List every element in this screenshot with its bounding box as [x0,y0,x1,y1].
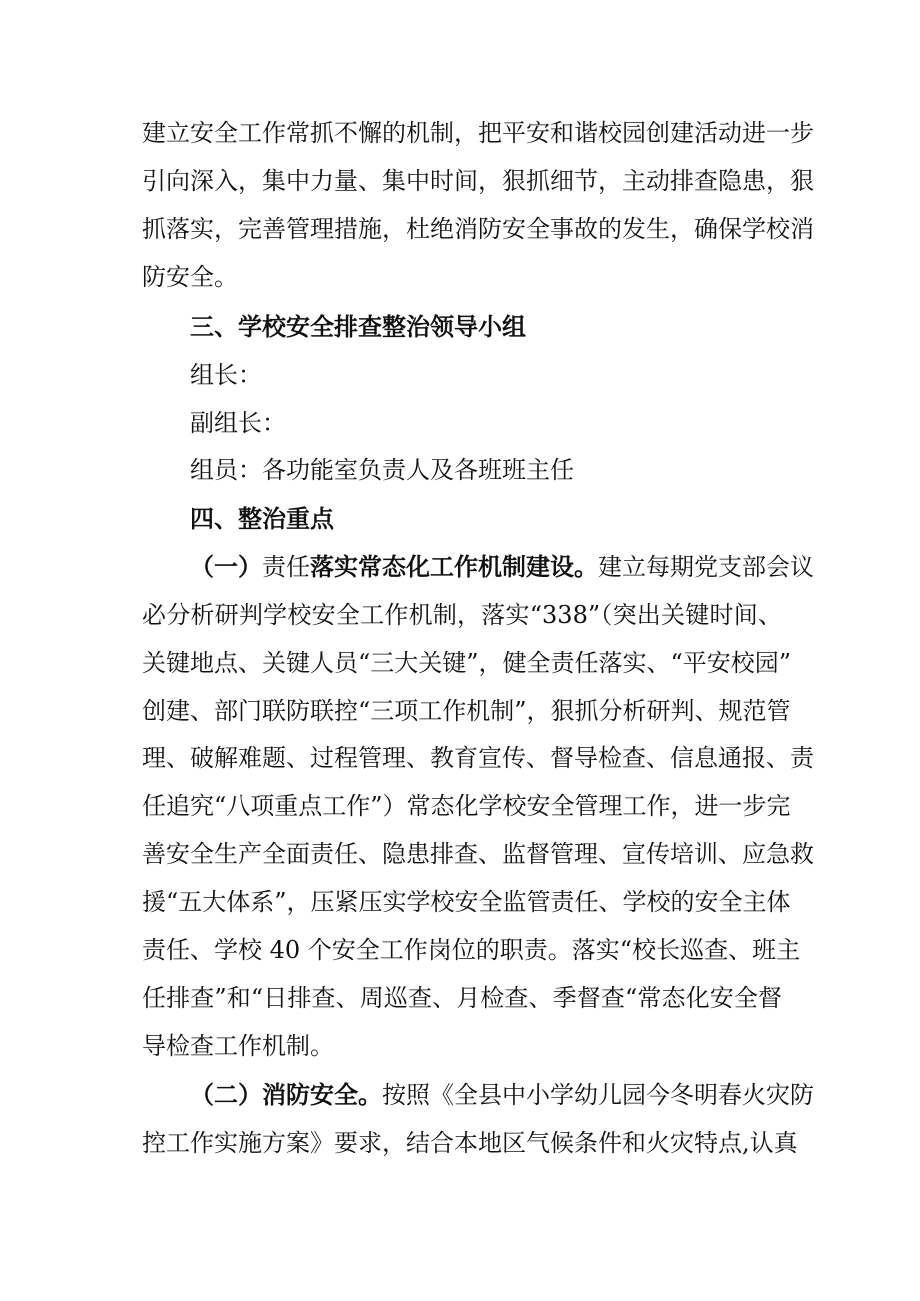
paragraph-line: 创建、部门联防联控“三项工作机制”，狠抓分析研判、规范管 [142,697,791,725]
item-1-prefix: （一） [190,552,262,581]
item-2-first-line-rest: 按照《全县中小学幼儿园今冬明春火灾防 [382,1081,814,1109]
paragraph-line: 善安全生产全面责任、隐患排查、监督管理、宣传培训、应急救 [142,840,814,868]
paragraph-line: 控工作实施方案》要求，结合本地区气候条件和火灾特点,认真 [142,1129,798,1157]
paragraph-line: 理、破解难题、过程管理、教育宣传、督导检查、信息通报、责 [142,744,814,772]
item-1-first-line-rest: 建立每期党支部会议 [598,553,814,581]
item-2-first-line [190,1075,814,1115]
members-line: 组员：各功能室负责人及各班班主任 [190,456,574,484]
deputy-leader-line: 副组长： [190,409,286,437]
item-1-lead-bold: 落实常态化工作机制建设。 [310,552,598,581]
paragraph-line: 责任、学校 40 个安全工作岗位的职责。落实“校长巡查、班主 [142,936,801,964]
paragraph-line: 关键地点、关键人员“三大关键”，健全责任落实、“平安校园” [142,649,792,677]
item-1-lead-plain: 责任 [262,553,310,581]
section-heading-4: 四、整治重点 [190,504,334,533]
paragraph-line: 任追究“八项重点工作”）常态化学校安全管理工作，进一步完 [142,792,791,820]
paragraph-line: 任排查”和“日排查、周巡查、月检查、季督查“常态化安全督 [142,984,782,1012]
paragraph-line: 防安全。 [142,263,238,291]
paragraph-line: 必分析研判学校安全工作机制，落实“338”（突出关键时间、 [142,601,782,629]
item-2-prefix: （二） [190,1080,262,1109]
paragraph-line: 建立安全工作常抓不懈的机制，把平安和谐校园创建活动进一步 [142,119,814,147]
leader-line: 组长： [190,361,262,389]
paragraph-line: 援“五大体系”，压紧压实学校安全监管责任、学校的安全主体 [142,888,791,916]
paragraph-line: 导检查工作机制。 [142,1032,334,1060]
item-2-lead-bold: 消防安全。 [262,1080,382,1109]
paragraph-line: 引向深入，集中力量、集中时间，狠抓细节，主动排查隐患，狠 [142,167,814,195]
paragraph-line: 抓落实，完善管理措施，杜绝消防安全事故的发生，确保学校消 [142,215,814,243]
item-1-first-line [190,547,814,587]
section-heading-3: 三、学校安全排查整治领导小组 [190,312,526,341]
